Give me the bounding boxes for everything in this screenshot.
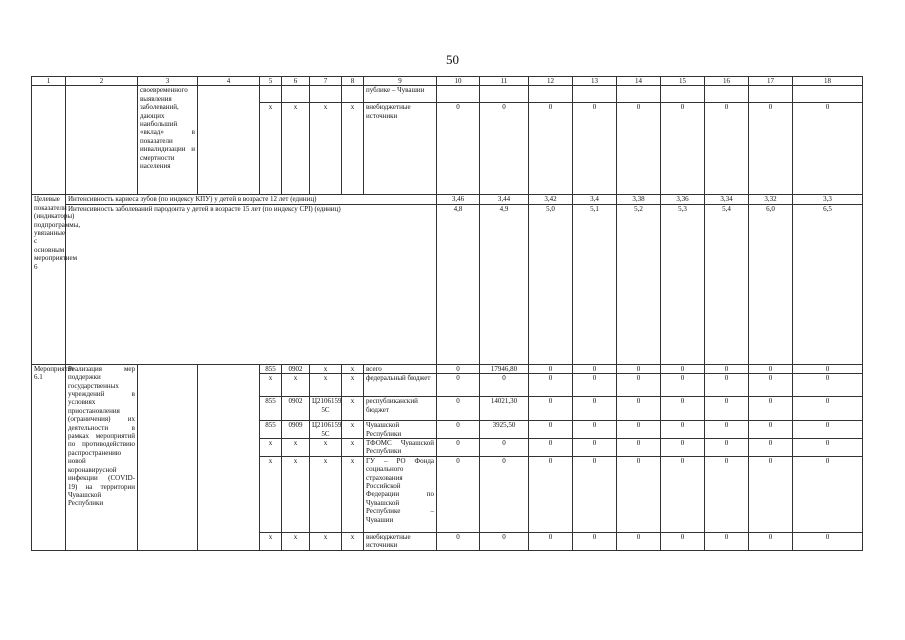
indicator-value: 3,36 — [661, 195, 705, 204]
code-expense-group: x — [342, 103, 364, 195]
indicator-value: 3,32 — [749, 195, 793, 204]
value-cell: 0 — [529, 439, 573, 457]
indicator-row — [32, 204, 863, 364]
code-expense-group: x — [342, 456, 364, 532]
code-target-item: x — [310, 532, 342, 550]
indicator-value: 4,8 — [437, 204, 480, 364]
value-cell: 0 — [529, 103, 573, 195]
value-cell: 0 — [480, 103, 529, 195]
value-cell: 0 — [705, 103, 749, 195]
column-number-2: 2 — [66, 77, 138, 86]
code-expense-group: x — [342, 374, 364, 397]
value-cell: 0 — [661, 421, 705, 439]
value-cell: 0 — [529, 374, 573, 397]
value-cell — [437, 86, 480, 103]
continuation-col4 — [198, 86, 260, 195]
code-target-item: x — [310, 103, 342, 195]
value-cell: 0 — [705, 456, 749, 532]
value-cell — [573, 86, 617, 103]
code-expense-group: x — [342, 421, 364, 439]
code-target-item: Ц2106159 5С — [310, 421, 342, 439]
value-cell: 0 — [749, 103, 793, 195]
funding-source: внебюджетные источники — [364, 532, 437, 550]
funding-source: публике – Чувашии — [364, 86, 437, 103]
value-cell: 0 — [573, 397, 617, 421]
code-grbs: x — [260, 103, 282, 195]
value-cell: 0 — [661, 532, 705, 550]
indicator-value: 3,3 — [793, 195, 863, 204]
code-section: x — [282, 532, 310, 550]
code-section — [282, 86, 310, 103]
indicator-value: 6,5 — [793, 204, 863, 364]
value-cell: 0 — [705, 421, 749, 439]
value-cell: 0 — [793, 439, 863, 457]
value-cell: 0 — [661, 364, 705, 373]
value-cell: 0 — [705, 397, 749, 421]
value-cell: 0 — [437, 456, 480, 532]
indicator-value: 3,34 — [705, 195, 749, 204]
column-number-15: 15 — [661, 77, 705, 86]
code-expense-group: x — [342, 439, 364, 457]
code-grbs: x — [260, 439, 282, 457]
value-cell: 0 — [661, 456, 705, 532]
value-cell: 0 — [793, 397, 863, 421]
value-cell: 0 — [617, 421, 661, 439]
value-cell: 0 — [617, 532, 661, 550]
value-cell: 0 — [529, 364, 573, 373]
indicator-value: 5,0 — [529, 204, 573, 364]
value-cell: 0 — [617, 456, 661, 532]
value-cell: 0 — [661, 103, 705, 195]
column-number-17: 17 — [749, 77, 793, 86]
value-cell: 17946,80 — [480, 364, 529, 373]
value-cell: 0 — [705, 532, 749, 550]
column-number-13: 13 — [573, 77, 617, 86]
indicator-value: 5,3 — [661, 204, 705, 364]
code-section: 0902 — [282, 364, 310, 373]
column-number-11: 11 — [480, 77, 529, 86]
indicator-row — [32, 195, 863, 204]
value-cell — [793, 86, 863, 103]
value-cell: 0 — [480, 374, 529, 397]
funding-source: всего — [364, 364, 437, 373]
indicator-value: 3,46 — [437, 195, 480, 204]
code-grbs: x — [260, 374, 282, 397]
column-number-1: 1 — [32, 77, 66, 86]
value-cell: 0 — [480, 532, 529, 550]
value-cell: 0 — [573, 456, 617, 532]
funding-source: ТФОМС Чувашской Республики — [364, 439, 437, 457]
code-section: x — [282, 439, 310, 457]
indicator-value: 3,44 — [480, 195, 529, 204]
continuation-description: своевременного выявления заболеваний, дающих наибольший «вклад» в показатели инвалидизации и смертности населения — [138, 86, 198, 195]
column-number-5: 5 — [260, 77, 282, 86]
value-cell: 0 — [480, 456, 529, 532]
continuation-col2 — [66, 86, 138, 195]
funding-source: республиканский бюджет — [364, 397, 437, 421]
measure-row — [32, 364, 863, 373]
column-number-14: 14 — [617, 77, 661, 86]
indicator-value: 5,2 — [617, 204, 661, 364]
value-cell: 0 — [749, 439, 793, 457]
value-cell: 0 — [617, 374, 661, 397]
measure-col4 — [198, 364, 260, 550]
value-cell: 0 — [617, 364, 661, 373]
column-number-3: 3 — [138, 77, 198, 86]
value-cell: 0 — [437, 374, 480, 397]
value-cell: 0 — [793, 103, 863, 195]
code-grbs: 855 — [260, 421, 282, 439]
funding-source: Чувашской Республики — [364, 421, 437, 439]
funding-source: ГУ – РО Фонда социального страхования Российской Федерации по Чувашской Республике – Чувашии — [364, 456, 437, 532]
value-cell: 0 — [573, 364, 617, 373]
code-expense-group: x — [342, 397, 364, 421]
value-cell: 0 — [529, 421, 573, 439]
code-section: 0909 — [282, 421, 310, 439]
code-section: x — [282, 456, 310, 532]
value-cell: 0 — [705, 374, 749, 397]
column-number-12: 12 — [529, 77, 573, 86]
value-cell: 0 — [705, 439, 749, 457]
column-number-16: 16 — [705, 77, 749, 86]
code-grbs: x — [260, 456, 282, 532]
column-number-10: 10 — [437, 77, 480, 86]
value-cell: 3925,50 — [480, 421, 529, 439]
value-cell: 0 — [793, 364, 863, 373]
value-cell: 0 — [749, 532, 793, 550]
value-cell: 0 — [617, 397, 661, 421]
value-cell: 0 — [661, 439, 705, 457]
code-grbs: 855 — [260, 397, 282, 421]
column-number-4: 4 — [198, 77, 260, 86]
indicator-value: 3,4 — [573, 195, 617, 204]
code-grbs: x — [260, 532, 282, 550]
value-cell — [661, 86, 705, 103]
value-cell: 0 — [793, 456, 863, 532]
value-cell: 0 — [529, 397, 573, 421]
column-number-18: 18 — [793, 77, 863, 86]
indicators-label: Целевые показатели (индикаторы) подпрограммы, увязанные с основным мероприятием 6 — [32, 195, 66, 364]
funding-source: внебюджетные источники — [364, 103, 437, 195]
value-cell: 0 — [749, 364, 793, 373]
code-target-item: Ц2106159 5С — [310, 397, 342, 421]
code-target-item: x — [310, 456, 342, 532]
code-target-item: x — [310, 439, 342, 457]
continuation-col1 — [32, 86, 66, 195]
code-section: x — [282, 103, 310, 195]
indicator-value: 4,9 — [480, 204, 529, 364]
code-expense-group — [342, 86, 364, 103]
indicator-value: 3,38 — [617, 195, 661, 204]
value-cell: 0 — [705, 364, 749, 373]
value-cell — [617, 86, 661, 103]
code-section: 0902 — [282, 397, 310, 421]
value-cell: 0 — [437, 532, 480, 550]
indicator-value: 3,42 — [529, 195, 573, 204]
code-target-item — [310, 86, 342, 103]
value-cell: 0 — [437, 439, 480, 457]
value-cell: 0 — [573, 103, 617, 195]
value-cell: 0 — [749, 397, 793, 421]
column-number-7: 7 — [310, 77, 342, 86]
code-grbs — [260, 86, 282, 103]
budget-table — [31, 76, 863, 551]
measure-label: Мероприятие 6.1 — [32, 364, 66, 550]
page-number: 50 — [446, 52, 459, 67]
code-section: x — [282, 374, 310, 397]
value-cell: 0 — [661, 374, 705, 397]
measure-col3 — [138, 364, 198, 550]
value-cell — [480, 86, 529, 103]
value-cell: 0 — [529, 456, 573, 532]
value-cell: 0 — [437, 364, 480, 373]
code-grbs: 855 — [260, 364, 282, 373]
code-expense-group: x — [342, 364, 364, 373]
value-cell: 0 — [617, 103, 661, 195]
column-number-6: 6 — [282, 77, 310, 86]
indicator-text: Интенсивность заболеваний пародонта у детей в возрасте 15 лет (по индексу CPI) (единиц) — [66, 204, 437, 364]
value-cell: 0 — [480, 439, 529, 457]
value-cell: 0 — [573, 374, 617, 397]
value-cell: 0 — [793, 374, 863, 397]
value-cell: 0 — [573, 439, 617, 457]
column-number-9: 9 — [364, 77, 437, 86]
continuation-row — [32, 86, 863, 103]
header-row — [32, 77, 863, 86]
value-cell: 0 — [617, 439, 661, 457]
value-cell — [529, 86, 573, 103]
indicator-text: Интенсивность кариеса зубов (по индексу КПУ) у детей в возрасте 12 лет (единиц) — [66, 195, 437, 204]
value-cell: 0 — [749, 456, 793, 532]
code-target-item: x — [310, 374, 342, 397]
value-cell: 0 — [661, 397, 705, 421]
indicator-value: 6,0 — [749, 204, 793, 364]
value-cell: 0 — [793, 532, 863, 550]
value-cell: 0 — [437, 421, 480, 439]
funding-source: федеральный бюджет — [364, 374, 437, 397]
code-expense-group: x — [342, 532, 364, 550]
code-target-item: x — [310, 364, 342, 373]
value-cell: 0 — [437, 103, 480, 195]
value-cell: 0 — [573, 421, 617, 439]
value-cell — [749, 86, 793, 103]
value-cell: 0 — [793, 421, 863, 439]
value-cell — [705, 86, 749, 103]
value-cell: 0 — [749, 421, 793, 439]
indicator-value: 5,1 — [573, 204, 617, 364]
value-cell: 14021,30 — [480, 397, 529, 421]
measure-name: Реализация мер поддержки государственных учреждений в условиях приостановления (ограничения) их деятельности в рамках мероприятий по противодействию распространению новой коронавирусной инфекции (COVID-19) на территории Чувашской Республики — [66, 364, 138, 550]
value-cell: 0 — [573, 532, 617, 550]
value-cell: 0 — [749, 374, 793, 397]
value-cell: 0 — [529, 532, 573, 550]
indicator-value: 5,4 — [705, 204, 749, 364]
column-number-8: 8 — [342, 77, 364, 86]
value-cell: 0 — [437, 397, 480, 421]
